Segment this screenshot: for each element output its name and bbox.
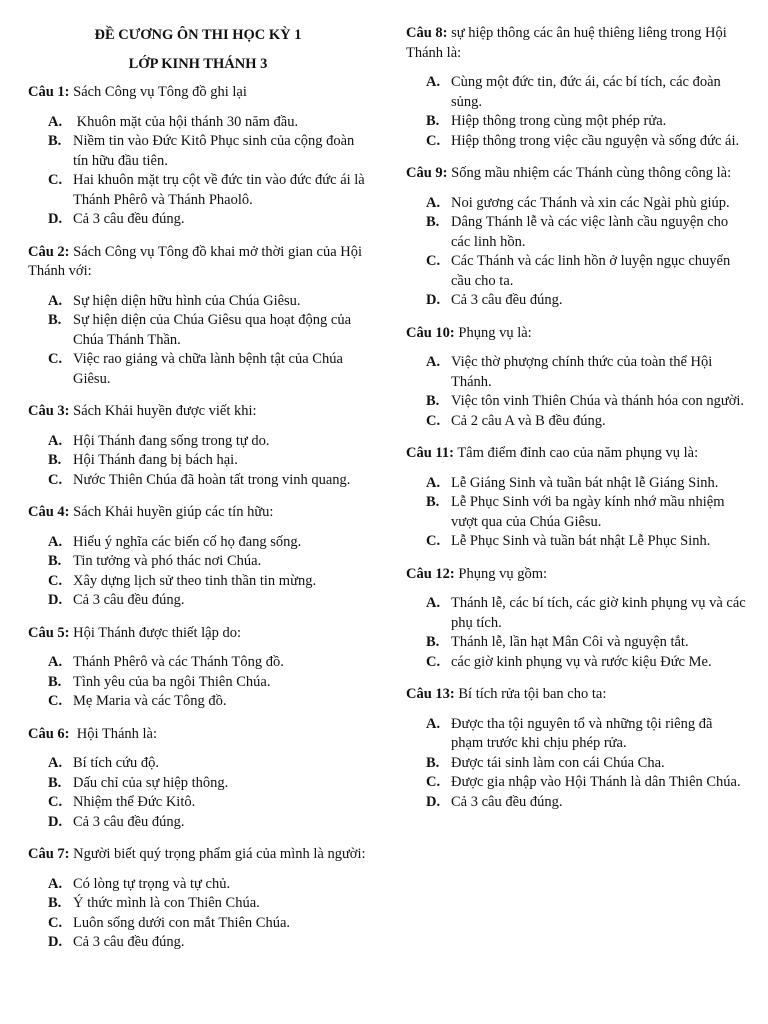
option-letter: A.	[48, 875, 63, 892]
option-letter: B.	[48, 553, 62, 569]
answer-option	[48, 132, 368, 171]
option-letter: B.	[48, 312, 62, 328]
answer-option	[48, 933, 368, 953]
answer-option	[48, 432, 368, 452]
option-letter: C.	[48, 794, 63, 810]
question-stem	[406, 444, 746, 464]
option-text: Nước Thiên Chúa đã hoàn tất trong vinh quang.	[73, 471, 351, 488]
question-number: Câu 13:	[406, 686, 455, 702]
option-text: Được gia nhập vào Hội Thánh là dân Thiên Chúa.	[451, 774, 741, 790]
answer-option	[426, 715, 746, 754]
option-text: Sự hiện diện hữu hình của Chúa Giêsu.	[73, 292, 301, 309]
answer-option	[48, 451, 368, 471]
question-text: sự hiệp thông các ân huệ thiêng liêng trong Hội Thánh là:	[406, 25, 731, 61]
answer-option	[48, 552, 368, 572]
question-stem	[28, 845, 368, 865]
answer-option	[426, 112, 746, 132]
question-number: Câu 6:	[28, 725, 70, 742]
option-letter: D.	[48, 813, 63, 830]
question-7	[28, 845, 368, 953]
option-letter: A.	[48, 533, 63, 550]
option-letter: C.	[426, 653, 441, 670]
option-letter: B.	[48, 895, 62, 911]
question-stem	[28, 402, 368, 422]
question-stem	[406, 685, 746, 705]
option-letter: C.	[426, 132, 441, 149]
question-stem	[28, 624, 368, 644]
answer-options	[28, 875, 368, 953]
question-9	[406, 164, 746, 311]
option-text: Các Thánh và các linh hồn ở luyện ngục chuyển cầu cho ta.	[451, 253, 734, 289]
question-number: Câu 5:	[28, 624, 70, 641]
question-text: Hội Thánh được thiết lập do:	[69, 624, 242, 641]
option-letter: B.	[48, 673, 62, 690]
answer-option	[48, 894, 368, 914]
answer-option	[426, 773, 746, 793]
question-stem	[406, 24, 746, 63]
answer-option	[48, 914, 368, 934]
question-text: Sách Khải huyền giúp các tín hữu:	[69, 504, 274, 520]
question-1	[28, 83, 368, 230]
option-text: Cả 3 câu đều đúng.	[73, 813, 185, 830]
option-letter: A.	[48, 755, 63, 771]
question-text: Phụng vụ gồm:	[454, 565, 547, 582]
answer-option	[426, 392, 746, 412]
answer-options	[28, 292, 368, 390]
answer-option	[426, 754, 746, 774]
answer-option	[48, 533, 368, 553]
option-text: Bí tích cứu độ.	[73, 755, 159, 771]
option-letter: B.	[48, 452, 62, 468]
answer-option	[426, 412, 746, 432]
question-text: Phụng vụ là:	[454, 324, 532, 341]
question-number: Câu 1:	[28, 84, 70, 100]
answer-option	[48, 692, 368, 712]
answer-options	[28, 113, 368, 230]
option-text: Dâng Thánh lễ và các việc lành cầu nguyện cho các linh hồn.	[451, 214, 732, 250]
option-letter: C.	[426, 533, 441, 549]
option-text: Hiệp thông trong cùng một phép rửa.	[451, 113, 667, 129]
option-text: Thánh lễ, lần hạt Mân Côi và nguyện tắt.	[451, 634, 689, 650]
answer-option	[48, 292, 368, 312]
question-number: Câu 12:	[406, 565, 455, 582]
answer-option	[48, 113, 368, 133]
option-letter: A.	[48, 654, 63, 670]
question-11	[406, 444, 746, 552]
option-letter: A.	[48, 432, 63, 449]
option-letter: C.	[48, 914, 63, 931]
option-letter: B.	[426, 113, 440, 129]
answer-option	[426, 132, 746, 152]
option-letter: B.	[426, 634, 440, 650]
option-letter: C.	[48, 351, 63, 367]
answer-option	[48, 875, 368, 895]
answer-options	[406, 194, 746, 311]
option-letter: A.	[426, 474, 441, 491]
option-text: Cả 2 câu A và B đều đúng.	[451, 412, 606, 429]
question-13	[406, 685, 746, 812]
option-letter: B.	[426, 494, 440, 510]
option-text: Hội Thánh đang bị bách hại.	[73, 452, 238, 468]
option-letter: A.	[426, 74, 441, 90]
question-number: Câu 7:	[28, 846, 70, 862]
answer-option	[426, 291, 746, 311]
answer-option	[48, 350, 368, 389]
question-12	[406, 565, 750, 673]
option-text: Được tái sinh làm con cái Chúa Cha.	[451, 754, 665, 771]
option-text: Khuôn mặt của hội thánh 30 năm đầu.	[73, 113, 299, 130]
answer-options	[28, 533, 368, 611]
option-letter: A.	[48, 113, 63, 130]
option-letter: B.	[426, 214, 440, 230]
question-text: Hội Thánh là:	[69, 725, 158, 742]
question-5	[28, 624, 368, 712]
option-letter: C.	[48, 693, 63, 709]
answer-options	[28, 432, 368, 491]
option-text: Việc thờ phượng chính thức của toàn thể Hội Thánh.	[451, 354, 716, 390]
question-number: Câu 3:	[28, 403, 70, 419]
option-text: Hai khuôn mặt trụ cột về đức tin vào đức đức ái là Thánh Phêrô và Thánh Phaolô.	[73, 172, 369, 208]
question-number: Câu 4:	[28, 504, 70, 520]
question-10	[406, 324, 746, 432]
question-number: Câu 11:	[406, 445, 454, 461]
question-number: Câu 9:	[406, 165, 448, 181]
question-8	[406, 24, 746, 151]
answer-option	[426, 793, 746, 813]
option-letter: D.	[48, 934, 63, 950]
question-stem	[406, 164, 746, 184]
option-text: Cả 3 câu đều đúng.	[73, 211, 185, 227]
question-3	[28, 402, 368, 490]
option-letter: C.	[426, 412, 441, 429]
option-letter: B.	[48, 133, 62, 149]
option-text: Cả 3 câu đều đúng.	[73, 934, 185, 950]
question-stem	[406, 565, 746, 585]
option-letter: C.	[48, 172, 63, 188]
option-text: Sự hiện diện của Chúa Giêsu qua hoạt động của Chúa Thánh Thần.	[73, 312, 355, 348]
answer-option	[426, 213, 746, 252]
option-text: Thánh Phêrô và các Thánh Tông đồ.	[73, 654, 284, 670]
option-text: Dấu chỉ của sự hiệp thông.	[73, 774, 229, 791]
question-2	[28, 243, 368, 390]
option-letter: D.	[426, 292, 441, 308]
question-text: Người biết quý trọng phẩm giá của mình là người:	[69, 846, 366, 862]
option-text: Tin tưởng và phó thác nơi Chúa.	[73, 553, 262, 569]
option-text: Noi gương các Thánh và xin các Ngài phù giúp.	[451, 194, 730, 211]
question-stem	[406, 324, 746, 344]
answer-option	[426, 252, 746, 291]
document-title: ĐỀ CƯƠNG ÔN THI HỌC KỲ 1	[94, 27, 302, 43]
option-text: Hội Thánh đang sống trong tự do.	[73, 432, 270, 449]
document-subtitle: LỚP KINH THÁNH 3	[128, 56, 268, 72]
answer-option	[48, 591, 368, 611]
option-text: Có lòng tự trọng và tự chủ.	[73, 875, 231, 892]
answer-option	[48, 653, 368, 673]
answer-option	[48, 171, 368, 210]
question-stem	[28, 725, 368, 745]
option-text: Cả 3 câu đều đúng.	[451, 292, 563, 308]
answer-option	[426, 73, 746, 112]
answer-option	[48, 813, 368, 833]
option-letter: C.	[426, 253, 441, 269]
question-stem	[28, 243, 368, 282]
option-text: Cả 3 câu đều đúng.	[451, 793, 563, 810]
option-text: Được tha tội nguyên tổ và những tội riêng đã phạm trước khi chịu phép rửa.	[451, 715, 717, 751]
option-text: Xây dựng lịch sử theo tinh thần tin mừng.	[73, 572, 317, 589]
option-text: Cả 3 câu đều đúng.	[73, 592, 185, 608]
option-letter: C.	[48, 572, 63, 589]
option-text: Nhiệm thể Đức Kitô.	[73, 794, 196, 810]
option-text: Ý thức mình là con Thiên Chúa.	[73, 895, 260, 911]
answer-options	[406, 474, 746, 552]
question-4	[28, 503, 368, 611]
answer-option	[426, 532, 746, 552]
answer-option	[426, 474, 746, 494]
answer-option	[426, 594, 750, 633]
answer-option	[48, 754, 368, 774]
question-stem	[28, 503, 368, 523]
question-text: Tâm điểm đỉnh cao của năm phụng vụ là:	[453, 445, 699, 461]
question-number: Câu 8:	[406, 25, 448, 41]
option-text: Hiệp thông trong việc cầu nguyện và sống đức ái.	[451, 132, 740, 149]
answer-option	[48, 311, 368, 350]
option-text: Lễ Phục Sinh và tuần bát nhật Lễ Phục Sinh.	[451, 533, 711, 549]
answer-option	[48, 793, 368, 813]
option-letter: A.	[426, 354, 441, 370]
answer-option	[426, 653, 746, 673]
option-text: Niềm tin vào Đức Kitô Phục sinh của cộng đoàn tín hữu đầu tiên.	[73, 133, 358, 169]
option-text: Việc tôn vinh Thiên Chúa và thánh hóa con người.	[451, 393, 745, 409]
answer-options	[28, 754, 368, 832]
answer-options	[406, 73, 746, 151]
answer-option	[48, 673, 368, 693]
question-text: Sách Khải huyền được viết khi:	[69, 403, 257, 419]
option-letter: B.	[426, 393, 440, 409]
option-letter: D.	[48, 592, 63, 608]
answer-option	[426, 633, 746, 653]
option-letter: A.	[426, 595, 441, 611]
answer-option	[426, 194, 746, 214]
question-number: Câu 2:	[28, 243, 70, 260]
option-letter: D.	[48, 211, 63, 227]
question-text: Sách Công vụ Tông đồ khai mở thời gian của Hội Thánh với:	[28, 243, 366, 279]
answer-option	[48, 572, 368, 592]
question-text: Sống mầu nhiệm các Thánh cùng thông công là:	[447, 165, 732, 181]
question-stem	[28, 83, 368, 103]
option-text: Lễ Phục Sinh với ba ngày kính nhớ mầu nhiệm vượt qua của Chúa Giêsu.	[451, 494, 729, 530]
answer-option	[48, 774, 368, 794]
answer-options	[28, 653, 368, 712]
answer-options	[406, 715, 746, 813]
option-text: Luôn sống dưới con mắt Thiên Chúa.	[73, 914, 291, 931]
answer-option	[426, 493, 746, 532]
option-text: Thánh lễ, các bí tích, các giờ kinh phụng vụ và các phụ tích.	[451, 595, 750, 631]
question-6	[28, 725, 368, 833]
option-letter: C.	[426, 774, 441, 790]
left-column	[28, 24, 368, 966]
question-text: Bí tích rửa tội ban cho ta:	[454, 686, 607, 702]
question-number: Câu 10:	[406, 324, 455, 341]
option-letter: A.	[426, 194, 441, 211]
option-letter: B.	[48, 774, 62, 791]
answer-option	[48, 210, 368, 230]
option-letter: D.	[426, 793, 441, 810]
option-text: Cùng một đức tin, đức ái, các bí tích, các đoàn sủng.	[451, 74, 725, 110]
option-text: Việc rao giảng và chữa lành bệnh tật của Chúa Giêsu.	[73, 351, 347, 387]
answer-option	[48, 471, 368, 491]
answer-options	[406, 353, 746, 431]
answer-options	[406, 594, 750, 672]
question-text: Sách Công vụ Tông đồ ghi lại	[69, 84, 247, 100]
option-letter: C.	[48, 471, 63, 488]
option-text: các giờ kinh phụng vụ và rước kiệu Đức Me.	[451, 653, 712, 670]
option-text: Hiểu ý nghĩa các biến cố họ đang sống.	[73, 533, 302, 550]
option-letter: B.	[426, 754, 440, 771]
right-column	[406, 24, 750, 825]
answer-option	[426, 353, 746, 392]
option-text: Tình yêu của ba ngôi Thiên Chúa.	[73, 673, 271, 690]
option-text: Mẹ Maria và các Tông đồ.	[73, 693, 227, 709]
option-text: Lễ Giáng Sinh và tuần bát nhật lễ Giáng Sinh.	[451, 474, 719, 491]
option-letter: A.	[48, 292, 63, 309]
option-letter: A.	[426, 715, 441, 732]
